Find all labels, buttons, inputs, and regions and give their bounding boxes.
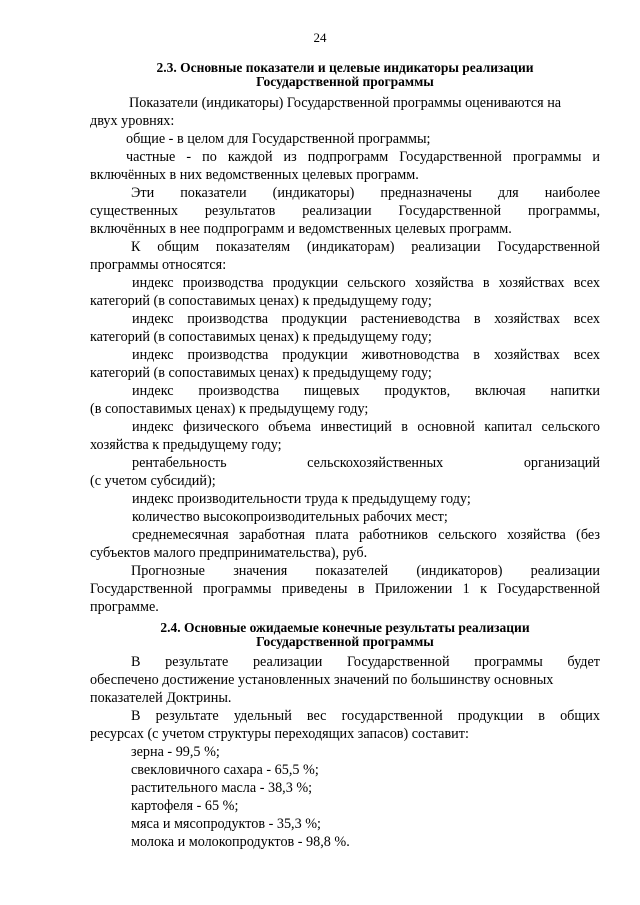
paragraph-line: показателей Доктрины. — [90, 690, 232, 706]
list-item: мяса и мясопродуктов - 35,3 %; — [131, 816, 321, 832]
paragraph-line: общие - в целом для Государственной программы; — [126, 131, 431, 147]
section-2-3-title-line1: 2.3. Основные показатели и целевые индикаторы реализации — [156, 60, 534, 75]
paragraph-line: индекс производительности труда к предыдущему году; — [132, 491, 471, 507]
list-item: картофеля - 65 %; — [131, 798, 239, 814]
paragraph-line: индекс физического объема инвестиций в основной капитал сельского — [132, 419, 600, 435]
paragraph-line: Показатели (индикаторы) Государственной программы оцениваются на — [129, 95, 562, 111]
paragraph-line: В результате удельный вес государственной продукции в общих — [131, 708, 600, 724]
paragraph-line: индекс производства продукции сельского хозяйства в хозяйствах всех — [132, 275, 600, 291]
paragraph-line: существенных результатов реализации Государственной программы, — [90, 203, 600, 219]
page-number: 24 — [313, 30, 327, 45]
list-item: молока и молокопродуктов - 98,8 %. — [131, 834, 350, 850]
section-2-3-title-line2: Государственной программы — [256, 74, 434, 89]
list-item: свекловичного сахара - 65,5 %; — [131, 762, 319, 778]
paragraph-line: индекс производства продукции растениеводства в хозяйствах всех — [132, 311, 600, 327]
paragraph-line: включённых в них ведомственных целевых программ. — [90, 167, 419, 183]
paragraph-line: категорий (в сопоставимых ценах) к предыдущему году; — [90, 365, 432, 381]
section-2-4-title-line1: 2.4. Основные ожидаемые конечные результаты реализации — [160, 620, 530, 635]
paragraph-line: В результате реализации Государственной программы будет — [131, 654, 600, 670]
paragraph-line: (с учетом субсидий); — [90, 473, 216, 489]
paragraph-line: хозяйства к предыдущему году; — [90, 437, 282, 453]
section-2-4-title-line2: Государственной программы — [256, 634, 434, 649]
paragraph-line: субъектов малого предпринимательства), руб. — [90, 545, 368, 561]
paragraph-line: Государственной программы приведены в Приложении 1 к Государственной — [90, 581, 600, 597]
paragraph-line: К общим показателям (индикаторам) реализации Государственной — [131, 239, 600, 255]
paragraph-line: ресурсах (с учетом структуры переходящих запасов) составит: — [90, 726, 469, 742]
paragraph-line: категорий (в сопоставимых ценах) к предыдущему году; — [90, 329, 432, 345]
paragraph-line: двух уровнях: — [90, 113, 175, 129]
paragraph-line: программы относятся: — [90, 257, 227, 273]
paragraph-line: программе. — [90, 599, 159, 615]
paragraph-line: Эти показатели (индикаторы) предназначены для наиболее — [131, 185, 600, 201]
list-item: зерна - 99,5 %; — [131, 744, 220, 760]
paragraph-line: частные - по каждой из подпрограмм Государственной программы и — [126, 149, 600, 165]
paragraph-line: Прогнозные значения показателей (индикаторов) реализации — [131, 563, 600, 579]
paragraph-line: количество высокопроизводительных рабочих мест; — [132, 509, 448, 525]
paragraph-line: индекс производства продукции животноводства в хозяйствах всех — [132, 347, 600, 363]
list-item: растительного масла - 38,3 %; — [131, 780, 313, 796]
paragraph-line: индекс производства пищевых продуктов, включая напитки — [132, 383, 600, 399]
paragraph-line: (в сопоставимых ценах) к предыдущему году; — [90, 401, 369, 417]
paragraph-line: обеспечено достижение установленных значений по большинству основных — [90, 672, 554, 688]
paragraph-line: включённых в нее подпрограмм и ведомственных целевых программ. — [90, 221, 512, 237]
paragraph-line: категорий (в сопоставимых ценах) к предыдущему году; — [90, 293, 432, 309]
paragraph-line: среднемесячная заработная плата работников сельского хозяйства (без — [132, 527, 600, 543]
paragraph-line: рентабельность сельскохозяйственных организаций — [132, 455, 600, 471]
